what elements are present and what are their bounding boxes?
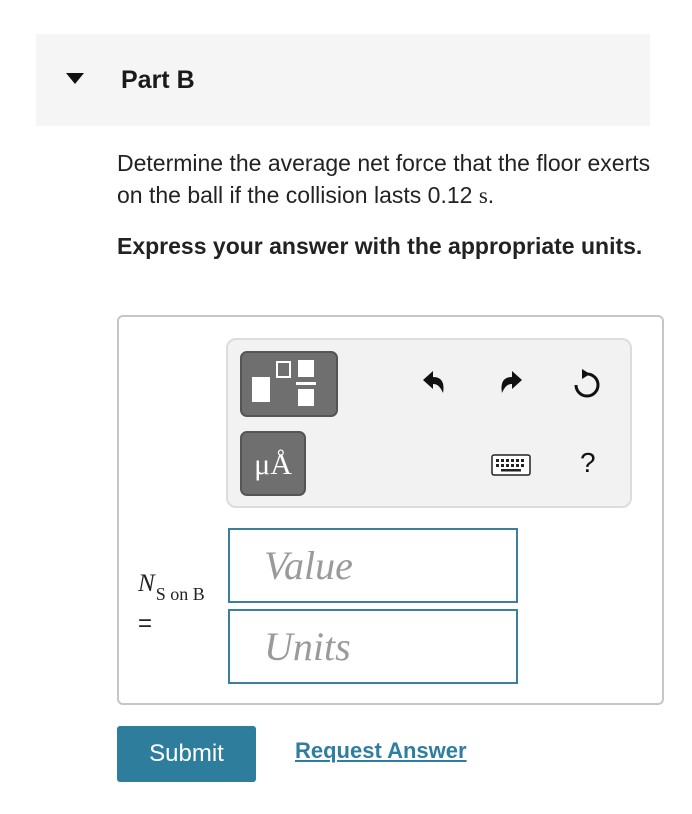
variable-subscript: S on B — [155, 584, 205, 604]
reset-icon[interactable] — [570, 368, 604, 402]
request-answer-link[interactable]: Request Answer — [295, 738, 467, 763]
units-button[interactable]: μÅ — [240, 431, 306, 496]
variable-symbol: N — [138, 570, 155, 597]
collapse-caret-icon[interactable] — [66, 73, 84, 84]
redo-icon[interactable] — [496, 368, 526, 396]
answer-variable-label — [138, 570, 205, 604]
fraction-template-icon — [240, 351, 338, 417]
part-title: Part B — [121, 66, 195, 94]
submit-button[interactable]: Submit — [117, 726, 256, 782]
undo-icon[interactable] — [419, 368, 449, 396]
question-end: . — [487, 182, 495, 208]
instruction-text: Express your answer with the appropriate units. — [117, 233, 643, 259]
value-input[interactable]: Value — [228, 528, 518, 603]
help-icon[interactable]: ? — [580, 447, 596, 478]
question-unit: s — [478, 183, 488, 208]
question-text — [117, 147, 657, 212]
units-input[interactable]: Units — [228, 609, 518, 684]
templates-button[interactable] — [240, 351, 338, 417]
keyboard-icon[interactable] — [491, 454, 531, 476]
equals-sign: = — [138, 610, 153, 637]
question-body: Determine the average net force that the floor exerts on the ball if the collision lasts 0.12 — [117, 150, 651, 208]
